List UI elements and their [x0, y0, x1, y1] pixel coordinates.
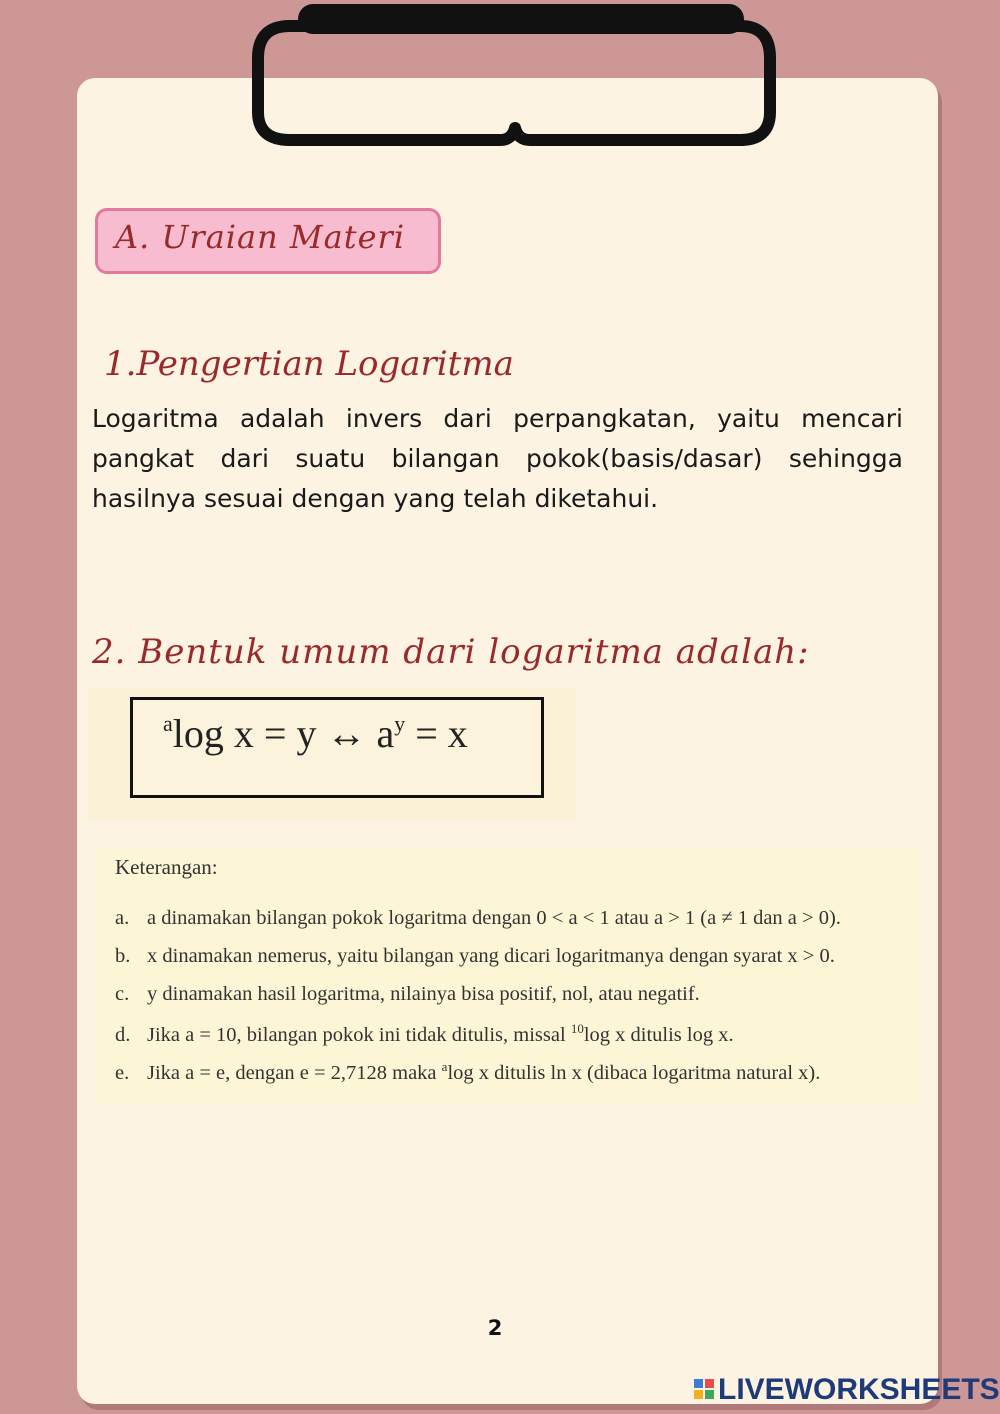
log-formula: $^a$log x = y ↔ $a^y = x$	[163, 711, 468, 756]
section-tag: A. Uraian Materi	[115, 218, 406, 256]
keterangan-item: e. Jika a = e, dengan e = 2,7128 maka $^a$log x ditulis ln x (dibaca logaritma natural x).	[115, 1059, 821, 1084]
keterangan-item: d. Jika a = 10, bilangan pokok ini tidak ditulis, missal $^{10}$log x ditulis log x.	[115, 1021, 734, 1046]
keterangan-item: c. y dinamakan hasil logaritma, nilainya bisa positif, nol, atau negatif.	[115, 983, 700, 1005]
keterangan-item: a. a dinamakan bilangan pokok logaritma dengan 0 < a < 1 atau a > 1 (a ≠ 1 dan a > 0).	[115, 907, 841, 929]
heading-pengertian: 1.Pengertian Logaritma	[104, 344, 514, 384]
page-number: 2	[487, 1316, 503, 1340]
keterangan-title: Keterangan:	[115, 855, 218, 879]
keterangan-item: b. x dinamakan nemerus, yaitu bilangan yang dicari logaritmanya dengan syarat x > 0.	[115, 945, 835, 967]
heading-bentuk-umum: 2. Bentuk umum dari logaritma adalah:	[92, 632, 810, 672]
clipboard-clip-icon	[250, 0, 780, 160]
definition-paragraph: Logaritma adalah invers dari perpangkatan, yaitu mencari pangkat dari suatu bilangan pokok(basis/dasar) sehingga hasilnya sesuai dengan yang telah diketahui.	[92, 404, 903, 513]
watermark: LIVEWORKSHEETS	[718, 1373, 1000, 1406]
